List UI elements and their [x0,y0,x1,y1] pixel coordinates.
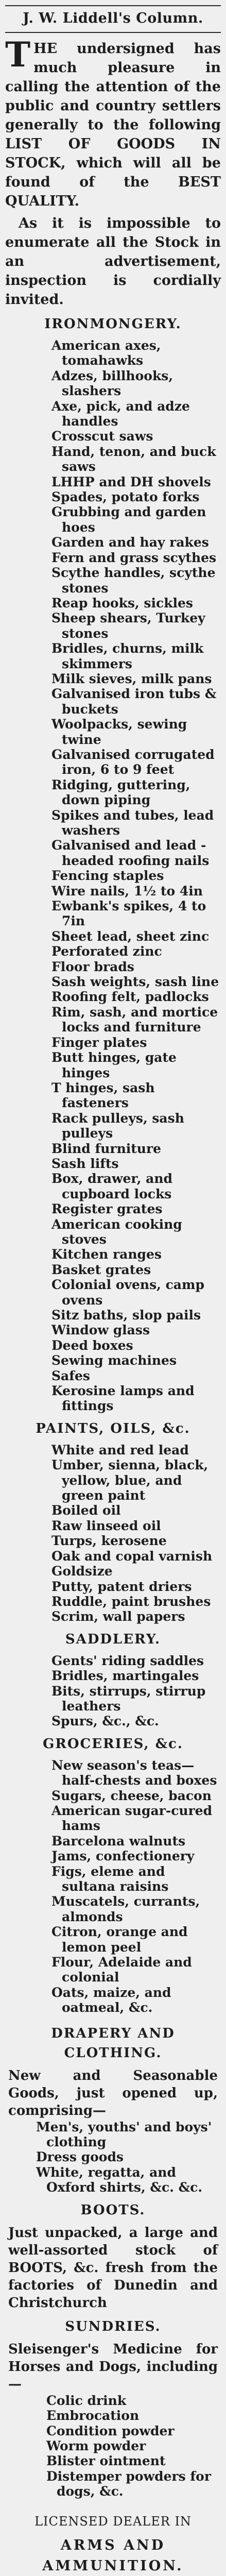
list-item: Worm powder [46,2438,146,2453]
list-item: Sitz baths, slop pails [51,1308,201,1323]
list-item: Men's, youths' and boys' clothing [36,2119,212,2150]
list-item: White, regatta, and Oxford shirts, &c. &c. [36,2164,203,2195]
licensed-dealer: LICENSED DEALER IN [34,2514,192,2529]
list-item: Crosscut saws [51,429,153,444]
list-item: Colonial ovens, camp ovens [51,1277,204,1308]
list-item: Embrocation [46,2408,140,2424]
list-item: Spurs, &c., &c. [51,1714,159,1729]
list-item: Sheep shears, Turkey stones [51,611,205,641]
list-item: Ewbank's spikes, 4 to 7in [51,899,206,929]
list-item: Milk sieves, milk pans [51,671,212,686]
list-item: Dress goods [36,2149,124,2165]
list-item: Box, drawer, and cupboard locks [51,1171,173,1201]
column-title: J. W. Liddell's Column. [23,10,203,26]
list-item: Barcelona walnuts [51,1833,186,1849]
list-item: Putty, patent driers [51,1579,192,1594]
list-item: Scythe handles, scythe stones [51,565,216,596]
list-item: Woolpacks, sewing twine [51,717,187,747]
list-item: Bridles, martingales [51,1668,199,1684]
list-item: Citron, orange and lemon peel [51,1924,188,1955]
list-item: Reap hooks, sickles [51,595,193,611]
drapery-heading: DRAPERY AND CLOTHING. [51,2025,175,2061]
list-item: Ruddle, paint brushes [51,1594,211,1609]
list-item: Fencing staples [51,868,164,884]
list-item: Distemper powders for dogs, &c. [46,2468,212,2499]
boots-heading: BOOTS. [80,2202,146,2218]
groceries-list [5,1758,221,2015]
list-item: Figs, eleme and sultana raisins [51,1863,169,1894]
list-item: Kitchen ranges [51,1247,162,1262]
list-item: Sewing machines [51,1353,177,1368]
list-item: Window glass [51,1323,150,1338]
sundries-list [5,2393,221,2499]
list-item: American axes, tomahawks [51,338,161,368]
saddlery-heading: SADDLERY. [65,1631,161,1647]
list-item: New season's teas—half-chests and boxes [51,1757,217,1788]
list-item: Scrim, wall papers [51,1609,185,1624]
list-item: Floor brads [51,959,134,974]
list-item: American sugar-cured hams [51,1803,213,1834]
list-item: Kerosine lamps and fittings [51,1383,195,1414]
list-item: Galvanised and lead - headed roofing nails [51,838,210,868]
list-item: Oats, maize, and oatmeal, &c. [51,1985,171,2015]
paints-heading: PAINTS, OILS, &c. [36,1420,190,1436]
top-rule [5,5,221,6]
intro-paragraph-1-text: HE undersigned has much pleasure in calling the attention of the public and country settlers generally to the following LIST OF GOODS IN STOCK, which will all be found of the BEST QUALITY. [5,41,221,209]
list-item: Blister ointment [46,2453,166,2469]
list-item: Jams, confectionery [51,1849,195,1864]
list-item: Raw linseed oil [51,1518,161,1533]
list-item: Sheet lead, sheet zinc [51,928,210,944]
list-item: Flour, Adelaide and colonial [51,1955,192,1985]
list-item: Goldsize [51,1564,113,1579]
list-item: Oak and copal varnish [51,1548,213,1564]
list-item: Sugars, cheese, bacon [51,1788,212,1803]
list-item: Condition powder [46,2423,175,2438]
boots-text: Just unpacked, a large and well-assorted stock of BOOTS, &c. fresh from the factories of Dunedin and Christchurch [8,2225,218,2311]
sundries-heading: SUNDRIES. [65,2318,161,2334]
list-item: Spikes and tubes, lead washers [51,807,214,838]
list-item: Boiled oil [51,1503,121,1518]
list-item: Safes [51,1368,90,1383]
list-item: Sash weights, sash line [51,974,219,990]
list-item: Adzes, billhooks, slashers [51,368,173,399]
list-item: Muscatels, currants, almonds [51,1894,200,1924]
saddlery-list [5,1653,221,1729]
list-item: Ridging, guttering, down piping [51,777,190,808]
list-item: Turps, kerosene [51,1533,167,1549]
list-item: Butt hinges, gate hinges [51,1050,177,1080]
groceries-heading: GROCERIES, &c. [43,1736,183,1752]
list-item: Colic drink [46,2393,127,2408]
list-item: Garden and hay rakes [51,535,209,550]
list-item: White and red lead [51,1442,189,1458]
list-item: Roofing felt, padlocks [51,989,209,1005]
list-item: Rim, sash, and mortice locks and furniture [51,1004,218,1035]
list-item: Axe, pick, and adze handles [51,398,190,429]
list-item: Finger plates [51,1035,147,1050]
list-item: Sash lifts [51,1156,119,1171]
drapery-list [5,2120,221,2195]
list-item: Grubbing and garden hoes [51,504,206,535]
drop-cap: T [5,35,31,75]
list-item: Galvanised corrugated iron, 6 to 9 feet [51,747,215,777]
intro-text [5,35,221,309]
list-item: Fern and grass scythes [51,550,217,565]
ironmongery-heading: IRONMONGERY. [44,316,182,332]
list-item: Blind furniture [51,1141,162,1156]
list-item: Perforated zinc [51,944,162,959]
list-item: Hand, tenon, and buck saws [51,444,216,474]
list-item: T hinges, sash fasteners [51,1080,155,1111]
drapery-intro: New and Seasonable Goods, just opened up, comprising— [8,2067,218,2119]
list-item: Register grates [51,1201,163,1217]
intro-paragraph-2: As it is impossible to enumerate all the Stock in an advertisement, inspection is cordially invited. [5,215,221,308]
list-item: Basket grates [51,1262,151,1277]
list-item: American cooking stoves [51,1216,182,1247]
list-item: LHHP and DH shovels [51,474,211,489]
list-item: Bits, stirrups, stirrup leathers [51,1683,206,1714]
intro-paragraph-1 [5,35,221,211]
list-item: Spades, potato forks [51,489,200,505]
list-item: Wire nails, 1½ to 4in [51,883,203,899]
paints-list [5,1443,221,1624]
list-item: Deed boxes [51,1337,133,1353]
list-item: Umber, sienna, black, yellow, blue, and green paint [51,1458,208,1503]
list-item: Rack pulleys, sash pulleys [51,1110,184,1141]
ironmongery-list [5,338,221,1414]
title-rule [5,32,221,33]
sundries-intro: Sleisenger's Medicine for Horses and Dogs, including— [8,2341,218,2392]
list-item: Bridles, churns, milk skimmers [51,641,204,671]
arms-ammunition: ARMS AND AMMUNITION. [42,2537,184,2574]
list-item: Gents' riding saddles [51,1653,204,1668]
list-item: Galvanised iron tubs & buckets [51,686,217,717]
